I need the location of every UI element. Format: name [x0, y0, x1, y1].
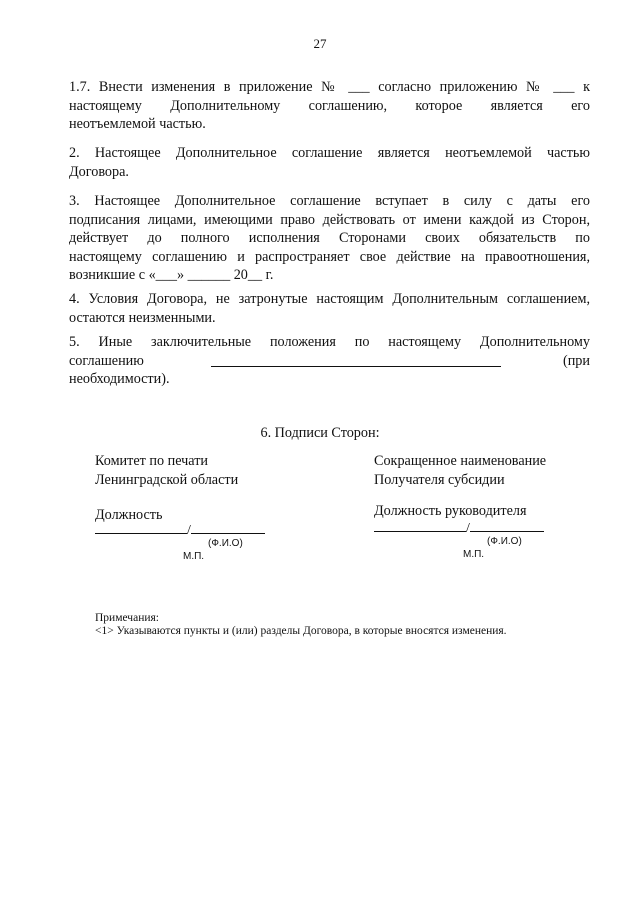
blank-line [211, 354, 501, 367]
left-signature-line [95, 521, 265, 539]
paragraph-line: 4. Условия Договора, не затронутые настоящим Дополнительным соглашением, [69, 291, 590, 307]
paragraph-line: действует до полного исполнения Сторонами своих обязательств по [69, 230, 590, 246]
right-fio-label: (Ф.И.О) [487, 536, 522, 547]
paragraph-2 [69, 144, 590, 181]
paragraph-line-with-blank [69, 352, 590, 371]
paragraph-line: неотъемлемой частью. [69, 116, 206, 132]
left-party-position: Должность [95, 507, 163, 523]
name-blank [470, 519, 544, 532]
paragraph-line: необходимости). [69, 371, 170, 387]
paragraph-line: 2. Настоящее Дополнительное соглашение является неотъемлемой частью [69, 145, 590, 161]
left-party-name-line: Комитет по печати [95, 453, 209, 469]
paragraph-3 [69, 192, 590, 285]
paragraph-5 [69, 333, 590, 389]
right-party-name-line: Получателя субсидии [374, 472, 505, 488]
notes-title: Примечания: [95, 612, 159, 624]
right-stamp-label: М.П. [463, 549, 485, 560]
signature-slash: / [187, 523, 191, 538]
paragraph-line: подписания лицами, имеющими право действовать от имени каждой из Сторон, [69, 211, 590, 228]
page-number: 27 [313, 36, 327, 51]
paragraph-line: возникшие с «___» ______ 20__ г. [69, 267, 274, 283]
signatures-heading: 6. Подписи Сторон: [260, 425, 380, 441]
left-party-name-line: Ленинградской области [95, 472, 239, 488]
paragraph-line: настоящему соглашению и распространяет свое действие на правоотношения, [69, 248, 590, 265]
left-party-name [95, 452, 238, 490]
paragraph-text: (при [562, 352, 590, 369]
paragraph-line: Договора. [69, 163, 129, 180]
right-party-position: Должность руководителя [374, 503, 527, 519]
signature-blank [95, 521, 187, 534]
left-fio-label: (Ф.И.О) [208, 538, 243, 549]
paragraph-text: соглашению [69, 352, 144, 369]
paragraph-line: остаются неизменными. [69, 309, 216, 326]
signature-slash: / [466, 521, 470, 536]
paragraph-1-7 [69, 78, 590, 134]
right-party-name-line: Сокращенное наименование [374, 453, 547, 469]
paragraph-line: настоящему Дополнительному соглашению, которое является его [69, 97, 590, 114]
name-blank [191, 521, 265, 534]
right-signature-line [374, 519, 544, 537]
paragraph-line: 1.7. Внести изменения в приложение № ___ согласно приложению № ___ к [69, 79, 590, 95]
paragraph-4 [69, 290, 590, 327]
right-party-name [374, 452, 546, 490]
note-item: <1> Указываются пункты и (или) разделы Договора, в которые вносятся изменения. [95, 625, 507, 637]
paragraph-line: 5. Иные заключительные положения по настоящему Дополнительному [69, 334, 590, 350]
signature-blank [374, 519, 466, 532]
paragraph-line: 3. Настоящее Дополнительное соглашение вступает в силу с даты его [69, 193, 590, 209]
left-stamp-label: М.П. [183, 551, 205, 562]
